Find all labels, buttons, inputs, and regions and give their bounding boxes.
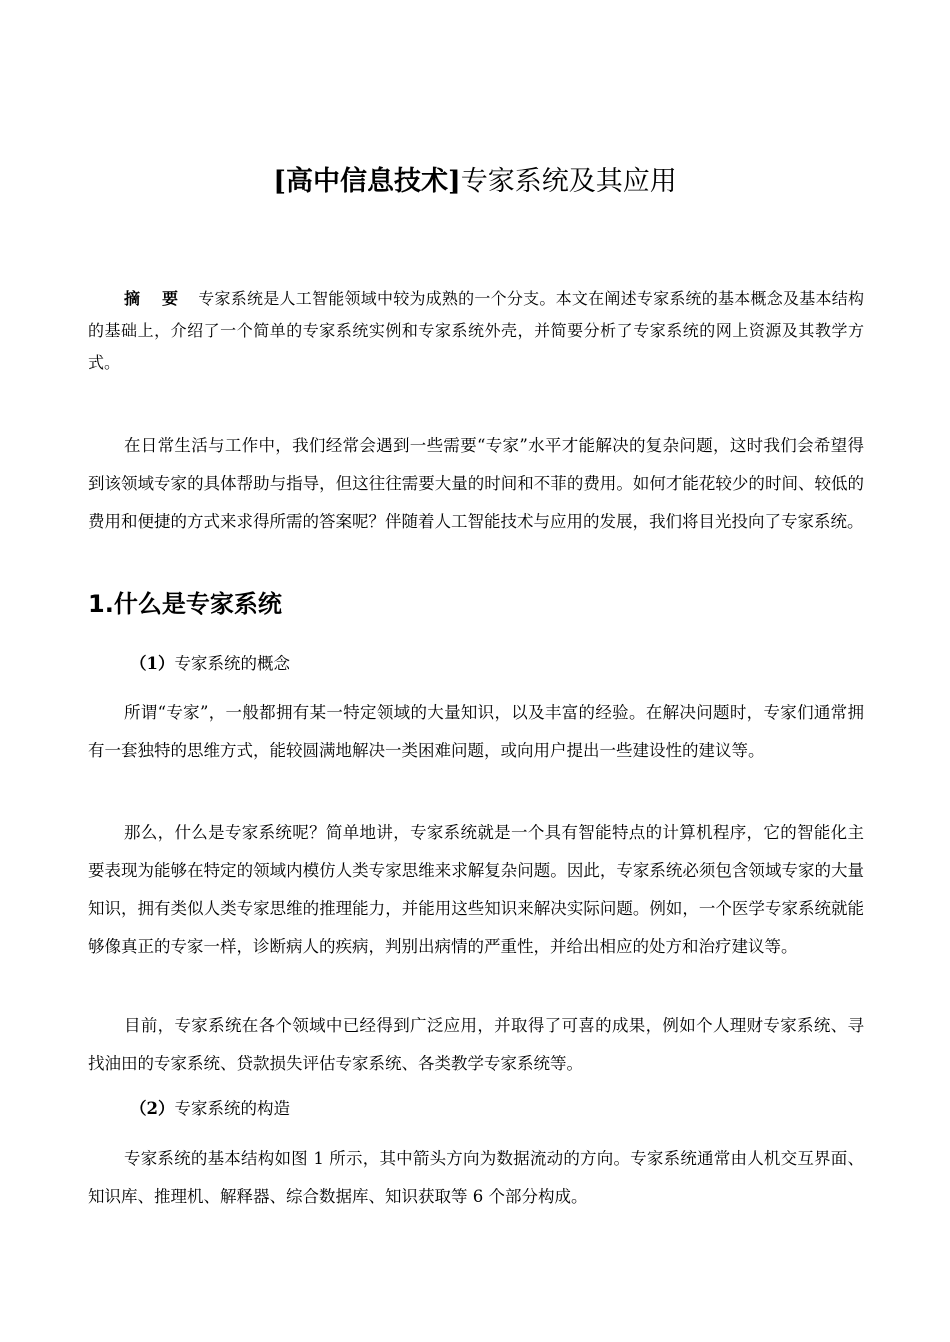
paragraph-definition: 那么，什么是专家系统呢？简单地讲，专家系统就是一个具有智能特点的计算机程序，它的智能化主要表现为能够在特定的领域内模仿人类专家思维来求解复杂问题。因此，专家系统必须包含领域专家的大量知识，拥有类似人类专家思维的推理能力，并能用这些知识来解决实际问题。例如，一个医学专家系统就能够像真正的专家一样，诊断病人的疾病，判别出病情的严重性，并给出相应的处方和治疗建议等。 <box>88 823 864 956</box>
paragraph-structure: 专家系统的基本结构如图 1 所示，其中箭头方向为数据流动的方向。专家系统通常由人机交互界面、知识库、推理机、解释器、综合数据库、知识获取等 6 个部分构成。 <box>88 1149 864 1206</box>
title-bracket: [高中信息技术] <box>273 166 461 197</box>
subsection-number: （1） <box>130 654 175 673</box>
abstract <box>88 283 864 379</box>
subsection-heading-structure <box>130 1090 290 1128</box>
paragraph-expert: 所谓“专家”，一般都拥有某一特定领域的大量知识，以及丰富的经验。在解决问题时，专家们通常拥有一套独特的思维方式，能较圆满地解决一类困难问题，或向用户提出一些建设性的建议等。 <box>88 703 864 760</box>
paragraph-applications: 目前，专家系统在各个领域中已经得到广泛应用，并取得了可喜的成果，例如个人理财专家系统、寻找油田的专家系统、贷款损失评估专家系统、各类教学专家系统等。 <box>88 1016 864 1073</box>
subsection-title: 专家系统的构造 <box>174 1099 290 1118</box>
document-title <box>0 158 950 206</box>
subsection-number: （2） <box>130 1099 175 1118</box>
subsection-heading-concept <box>130 645 290 683</box>
intro-paragraph: 在日常生活与工作中，我们经常会遇到一些需要“专家”水平才能解决的复杂问题，这时我们会希望得到该领域专家的具体帮助与指导，但这往往需要大量的时间和不菲的费用。如何才能花较少的时间、较低的费用和便捷的方式来求得所需的答案呢？伴随着人工智能技术与应用的发展，我们将目光投向了专家系统。 <box>88 436 864 531</box>
abstract-text: 专家系统是人工智能领域中较为成熟的一个分支。本文在阐述专家系统的基本概念及基本结构的基础上，介绍了一个简单的专家系统实例和专家系统外壳，并简要分析了专家系统的网上资源及其教学方式。 <box>88 289 864 372</box>
title-text: 专家系统及其应用 <box>460 166 677 197</box>
abstract-label: 摘 要 <box>124 289 187 308</box>
section-heading: 1.什么是专家系统 <box>88 590 282 618</box>
subsection-title: 专家系统的概念 <box>174 654 290 673</box>
